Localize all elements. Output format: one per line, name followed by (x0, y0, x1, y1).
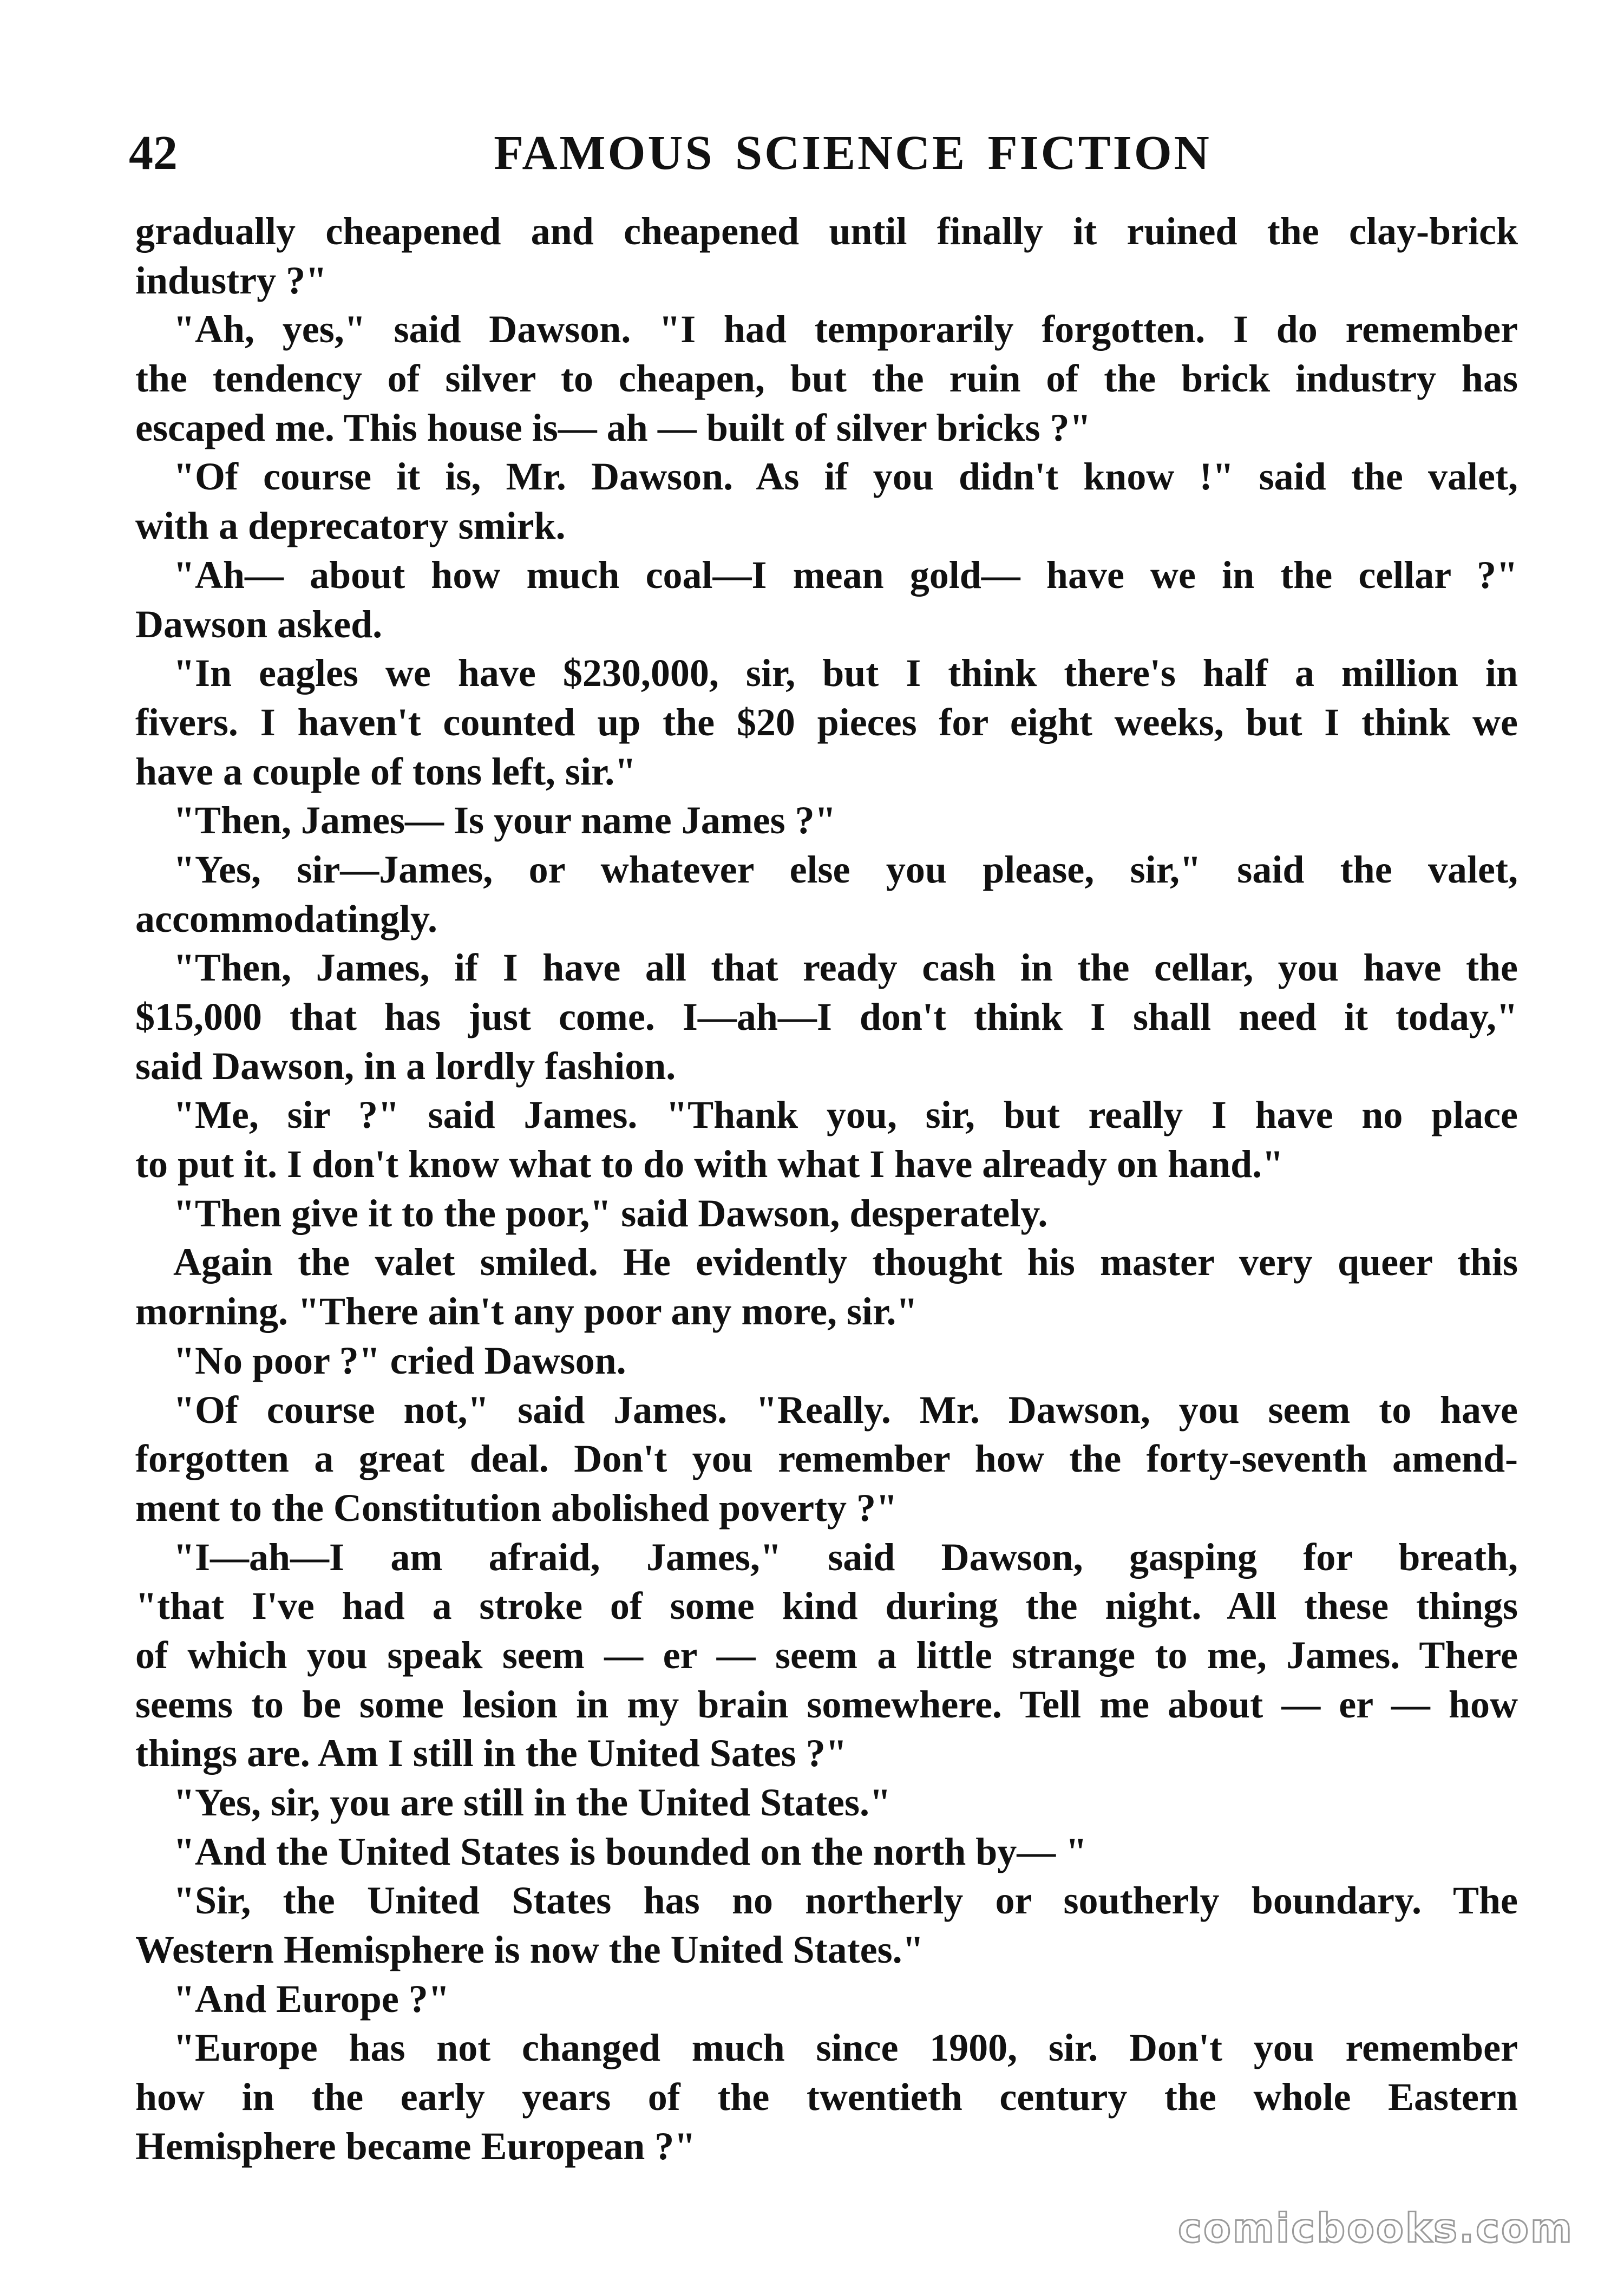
text-line: Western Hemisphere is now the United States." (135, 1928, 924, 1972)
text-line: with a deprecatory smirk. (135, 504, 566, 548)
paragraph (135, 305, 1518, 452)
text-line: "Sir, the United States has no northerly or southerly boundary. The (173, 1879, 1518, 1923)
text-line: to put it. I don't know what to do with what I have already on hand." (135, 1142, 1284, 1186)
text-line: Hemisphere became European ?" (135, 2124, 696, 2168)
paragraph (135, 1975, 1518, 2024)
paragraph (135, 1386, 1518, 1533)
text-line: "Yes, sir, you are still in the United States." (173, 1781, 891, 1824)
text-line: "No poor ?" cried Dawson. (173, 1338, 626, 1382)
paragraph (135, 1189, 1518, 1238)
text-line: "And Europe ?" (173, 1977, 450, 2021)
text-line: seems to be some lesion in my brain somewhere. Tell me about — er — how (135, 1682, 1518, 1726)
text-line: "And the United States is bounded on the north by— " (173, 1829, 1088, 1873)
paragraph (135, 452, 1518, 550)
text-line: of which you speak seem — er — seem a little strange to me, James. There (135, 1633, 1518, 1677)
text-line: "In eagles we have $230,000, sir, but I think there's half a million in (173, 651, 1518, 695)
text-line: have a couple of tons left, sir." (135, 749, 637, 793)
text-line: "Then, James, if I have all that ready cash in the cellar, you have the (173, 946, 1518, 990)
paragraph (135, 1778, 1518, 1827)
text-line: industry ?" (135, 258, 328, 302)
text-line: accommodatingly. (135, 897, 437, 940)
text-line: how in the early years of the twentieth century the whole Eastern (135, 2075, 1518, 2119)
text-line: Dawson asked. (135, 602, 383, 646)
body-text (135, 207, 1518, 2171)
text-line: the tendency of silver to cheapen, but the ruin of the brick industry has (135, 357, 1518, 401)
text-line: gradually cheapened and cheapened until finally it ruined the clay-brick (135, 210, 1518, 253)
text-line: "that I've had a stroke of some kind during the night. All these things (135, 1584, 1518, 1628)
text-line: "Ah— about how much coal—I mean gold— have we in the cellar ?" (173, 553, 1518, 597)
watermark: comicbooks.com (1178, 2205, 1574, 2252)
paragraph (135, 943, 1518, 1090)
paragraph (135, 796, 1518, 845)
text-line: "Me, sir ?" said James. "Thank you, sir, but really I have no place (173, 1093, 1518, 1137)
paragraph (135, 845, 1518, 943)
page-number: 42 (129, 126, 178, 180)
text-line: fivers. I haven't counted up the $20 pieces for eight weeks, but I think we (135, 700, 1518, 744)
text-line: "Then give it to the poor," said Dawson, desperately. (173, 1191, 1048, 1235)
paragraph (135, 207, 1518, 305)
paragraph (135, 1336, 1518, 1386)
text-line: "Then, James— Is your name James ?" (173, 799, 836, 842)
paragraph (135, 1090, 1518, 1188)
text-line: "I—ah—I am afraid, James," said Dawson, gasping for breath, (173, 1535, 1518, 1579)
text-line: forgotten a great deal. Don't you remember how the forty-seventh amend- (135, 1437, 1518, 1481)
text-line: ment to the Constitution abolished poverty ?" (135, 1486, 898, 1530)
text-line: "Ah, yes," said Dawson. "I had temporarily forgotten. I do remember (173, 308, 1518, 351)
text-line: morning. "There ain't any poor any more, sir." (135, 1290, 918, 1334)
text-line: "Yes, sir—James, or whatever else you please, sir," said the valet, (173, 847, 1518, 891)
paragraph (135, 2023, 1518, 2171)
text-line: Again the valet smiled. He evidently thought his master very queer this (173, 1240, 1518, 1284)
paragraph (135, 649, 1518, 796)
paragraph (135, 551, 1518, 649)
paragraph (135, 1533, 1518, 1778)
paragraph (135, 1876, 1518, 1974)
text-line: escaped me. This house is— ah — built of silver bricks ?" (135, 406, 1091, 449)
text-line: "Of course it is, Mr. Dawson. As if you didn't know !" said the valet, (173, 455, 1518, 499)
running-title: FAMOUS SCIENCE FICTION (494, 126, 1212, 180)
text-line: "Of course not," said James. "Really. Mr. Dawson, you seem to have (173, 1388, 1518, 1432)
text-line: "Europe has not changed much since 1900, sir. Don't you remember (173, 2026, 1518, 2070)
text-line: said Dawson, in a lordly fashion. (135, 1044, 676, 1088)
text-line: things are. Am I still in the United Sates ?" (135, 1731, 847, 1775)
paragraph (135, 1238, 1518, 1336)
paragraph (135, 1827, 1518, 1877)
text-line: $15,000 that has just come. I—ah—I don't think I shall need it today," (135, 995, 1518, 1038)
